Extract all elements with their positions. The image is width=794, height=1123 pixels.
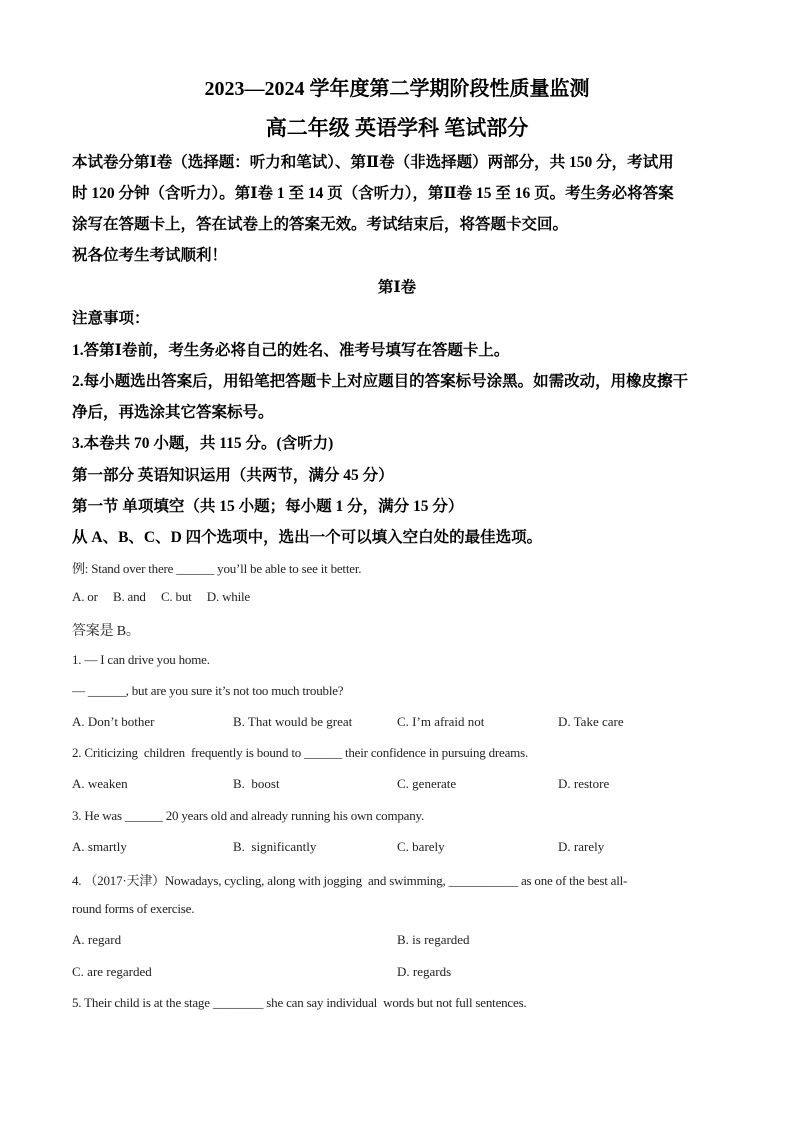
intro-line-2: 时 120 分钟（含听力）。第Ⅰ卷 1 至 14 页（含听力），第Ⅱ卷 15 至 16 页。考生务必将答案 bbox=[72, 185, 674, 202]
question-4-option-a: A. regard bbox=[72, 932, 122, 947]
question-4-line-1: 4. （2017·天津）Nowadays, cycling, along with jogging and swimming, ___________ as one of the best all- bbox=[72, 873, 628, 888]
question-3-option-c: C. barely bbox=[397, 839, 445, 854]
question-1-option-a: A. Don’t bother bbox=[72, 714, 155, 729]
part1-instruction: 从 A、B、C、D 四个选项中，选出一个可以填入空白处的最佳选项。 bbox=[72, 529, 543, 546]
question-4-line-2: round forms of exercise. bbox=[72, 901, 195, 916]
question-1-line-1: 1. — I can drive you home. bbox=[72, 652, 210, 667]
example-options: A. or B. and C. but D. while bbox=[72, 589, 250, 604]
intro-line-4: 祝各位考生考试顺利！ bbox=[72, 247, 228, 264]
question-5-line-1: 5. Their child is at the stage ________ she can say individual words but not full sentences. bbox=[72, 995, 527, 1010]
question-4-option-b: B. is regarded bbox=[397, 932, 470, 947]
question-2-option-d: D. restore bbox=[558, 776, 610, 791]
exam-title: 2023—2024 学年度第二学期阶段性质量监测 bbox=[204, 78, 590, 100]
part1-section1: 第一节 单项填空（共 15 小题；每小题 1 分，满分 15 分） bbox=[72, 498, 464, 515]
question-2-option-a: A. weaken bbox=[72, 776, 128, 791]
question-3-option-b: B. significantly bbox=[233, 839, 317, 854]
question-2-line-1: 2. Criticizing children frequently is bound to ______ their confidence in pursuing dreams. bbox=[72, 745, 528, 760]
part1-heading: 第一部分 英语知识运用（共两节，满分 45 分） bbox=[72, 467, 394, 484]
question-2-option-b: B. boost bbox=[233, 776, 280, 791]
notes-item-2-line-1: 2.每小题选出答案后，用铅笔把答题卡上对应题目的答案标号涂黑。如需改动，用橡皮擦干 bbox=[72, 373, 689, 390]
question-2-option-c: C. generate bbox=[397, 776, 457, 791]
notes-item-1: 1.答第Ⅰ卷前，考生务必将自己的姓名、准考号填写在答题卡上。 bbox=[72, 342, 510, 359]
question-1-line-2: — ______, but are you sure it’s not too much trouble? bbox=[72, 683, 344, 698]
notes-item-3: 3.本卷共 70 小题，共 115 分。(含听力) bbox=[72, 435, 334, 452]
question-3-option-d: D. rarely bbox=[558, 839, 605, 854]
question-3-line-1: 3. He was ______ 20 years old and already running his own company. bbox=[72, 808, 425, 823]
example-answer: 答案是 B。 bbox=[72, 624, 140, 639]
question-1-option-d: D. Take care bbox=[558, 714, 624, 729]
question-3-option-a: A. smartly bbox=[72, 839, 127, 854]
notes-heading: 注意事项： bbox=[72, 310, 150, 327]
example-question: 例: Stand over there ______ you’ll be able to see it better. bbox=[72, 561, 362, 576]
notes-item-2-line-2: 净后，再选涂其它答案标号。 bbox=[72, 404, 274, 421]
question-1-option-b: B. That would be great bbox=[233, 714, 353, 729]
exam-subtitle: 高二年级 英语学科 笔试部分 bbox=[265, 116, 529, 140]
question-4-option-c: C. are regarded bbox=[72, 964, 152, 979]
question-1-option-c: C. I’m afraid not bbox=[397, 714, 485, 729]
intro-line-3: 涂写在答题卡上，答在试卷上的答案无效。考试结束后，将答题卡交回。 bbox=[72, 216, 569, 233]
volume-title: 第Ⅰ卷 bbox=[377, 279, 417, 296]
question-4-option-d: D. regards bbox=[397, 964, 452, 979]
intro-line-1: 本试卷分第Ⅰ卷（选择题：听力和笔试）、第Ⅱ卷（非选择题）两部分，共 150 分，考试用 bbox=[72, 154, 674, 171]
